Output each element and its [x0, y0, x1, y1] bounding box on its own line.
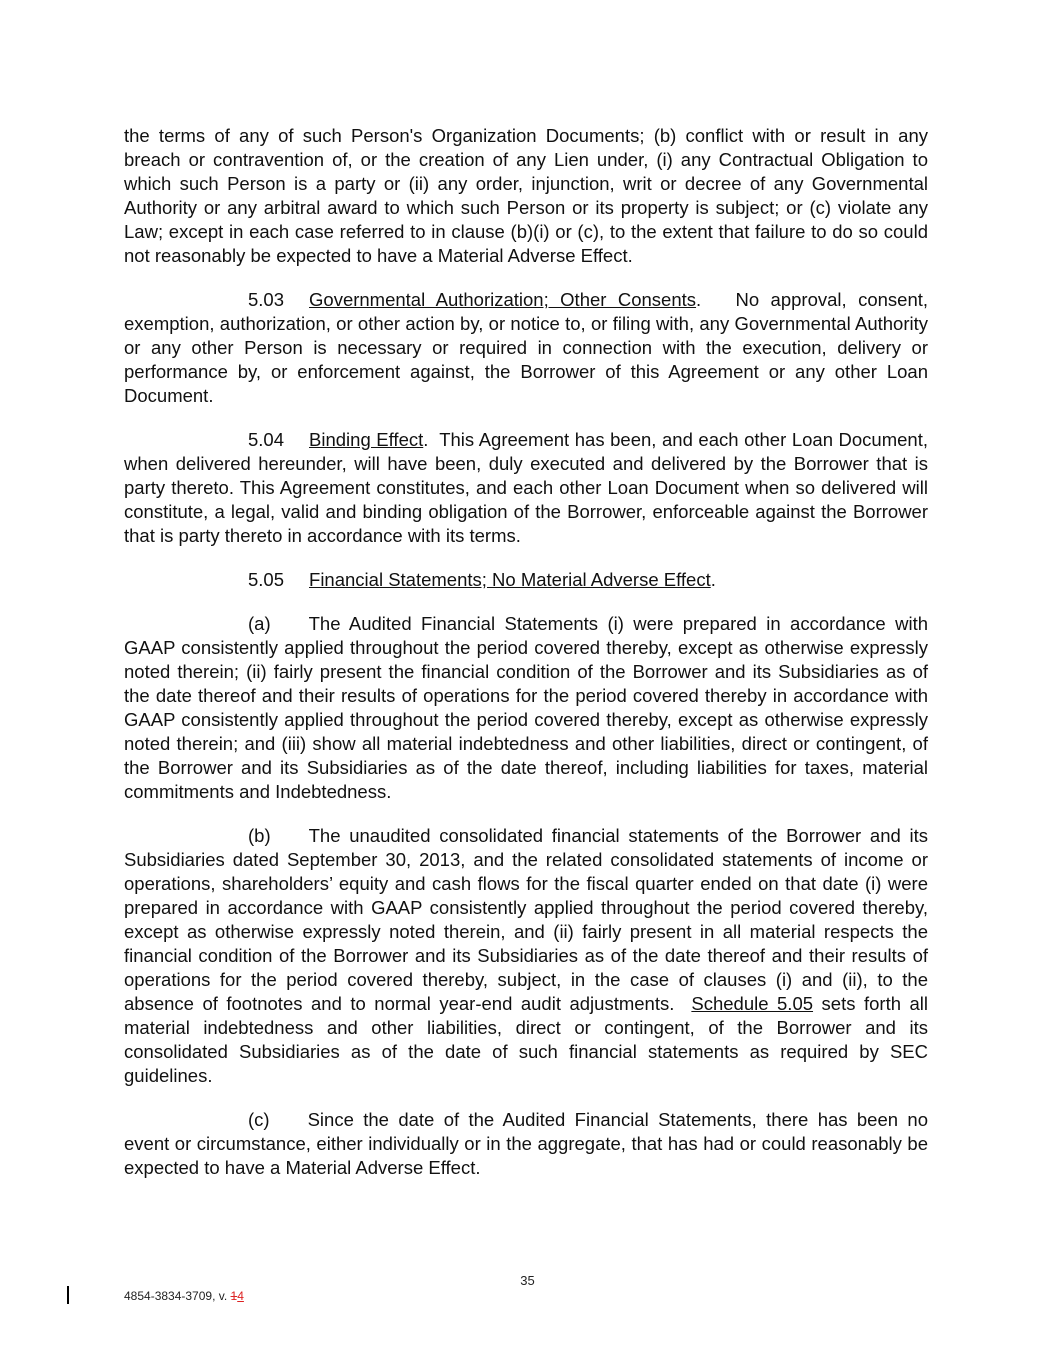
clause-body-continued: sets forth all material indebtedness and other liabilities, direct or contingent, of the Borrower and its consolidated Subsidiaries as of the date of such financial statements as required by SEC guidelines.: [124, 993, 929, 1086]
document-id: [124, 1289, 244, 1303]
version-deleted: 1: [230, 1289, 238, 1303]
clause-a: [124, 612, 928, 804]
section-number: 5.05: [248, 569, 285, 590]
clause-body: Since the date of the Audited Financial Statements, there has been no event or circumstance, either individually or in the aggregate, that has had or could reasonably be expected to have a Material Adverse Effect.: [124, 1109, 928, 1178]
section-number: 5.03: [248, 289, 285, 310]
clause-b: [124, 824, 928, 1088]
clause-c: [124, 1108, 928, 1180]
section-title: Financial Statements; No Material Adverse Effect: [309, 569, 711, 590]
clause-label: (b): [248, 825, 271, 846]
section-body: This Agreement has been, and each other Loan Document, when delivered hereunder, will have been, duly executed and delivered by the Borrower that is party thereto. This Agreement constitutes, and each other Loan Document when so delivered will constitute, a legal, valid and binding obligation of the Borrower, enforceable against the Borrower that is party thereto in accordance with its terms.: [124, 429, 928, 546]
section-body: No approval, consent, exemption, authorization, or other action by, or notice to, or filing with, any Governmental Authority or any other Person is necessary or required in connection with the execution, delivery or performance by, or enforcement against, the Borrower of this Agreement or any other Loan Document.: [124, 289, 929, 406]
section-5-03: 5.03 Governmental Authorization; Other Consents. No approval, consent, exemption, authorization, or other action by, or notice to, or filing with, any Governmental Authority or any other Person is necessary or required in connection with the execution, delivery or performance by, or enforcement against, the Borrower of this Agreement or any other Loan Document.: [124, 289, 929, 406]
section-number: 5.04: [248, 429, 285, 450]
document-body: [124, 124, 928, 1200]
page-number: 35: [520, 1273, 535, 1288]
section-5-05: 5.05 Financial Statements; No Material Adverse Effect.: [124, 568, 928, 592]
paragraph-continuation: the terms of any of such Person's Organization Documents; (b) conflict with or result in any breach or contravention of, or the creation of any Lien under, (i) any Contractual Obligation to which such Person is a party or (ii) any order, injunction, writ or decree of any Governmental Authority or any arbitral award to which such Person or its property is subject; or (c) violate any Law; except in each case referred to in clause (b)(i) or (c), to the extent that failure to do so could not reasonably be expected to have a Material Adverse Effect.: [124, 125, 928, 266]
clause-body: The unaudited consolidated financial statements of the Borrower and its Subsidiaries dated September 30, 2013, and the related consolidated statements of income or operations, shareholders’ equity and cash flows for the fiscal quarter ended on that date (i) were prepared in accordance with GAAP consistently applied throughout the period covered thereby, except as otherwise expressly noted therein, and (ii) fairly present in all material respects the financial condition of the Borrower and its Subsidiaries as of the date thereof and their results of operations for the period covered thereby, subject, in the case of clauses (i) and (ii), to the absence of footnotes and to normal year-end audit adjustments.: [124, 825, 928, 1014]
revision-change-bar: [67, 1286, 69, 1304]
section-title: Binding Effect: [309, 429, 424, 450]
section-title: Governmental Authorization; Other Consents: [309, 289, 697, 310]
schedule-reference: Schedule 5.05: [691, 993, 814, 1014]
clause-label: (c): [248, 1109, 270, 1130]
clause-body: The Audited Financial Statements (i) were prepared in accordance with GAAP consistently applied throughout the period covered thereby, except as otherwise expressly noted therein; (ii) fairly present the financial condition of the Borrower and its Subsidiaries as of the date thereof and their results of operations for the period covered thereby in accordance with GAAP consistently applied throughout the period covered thereby, except as otherwise expressly noted therein; and (iii) show all material indebtedness and other liabilities, direct or contingent, of the Borrower and its Subsidiaries as of the date thereof, including liabilities for taxes, material commitments and Indebtedness.: [124, 613, 928, 802]
clause-label: (a): [248, 613, 271, 634]
document-id-text: 4854-3834-3709, v.: [124, 1289, 231, 1303]
version-inserted: 4: [237, 1289, 244, 1303]
section-5-04: 5.04 Binding Effect. This Agreement has been, and each other Loan Document, when delivered hereunder, will have been, duly executed and delivered by the Borrower that is party thereto. This Agreement constitutes, and each other Loan Document when so delivered will constitute, a legal, valid and binding obligation of the Borrower, enforceable against the Borrower that is party thereto in accordance with its terms.: [124, 429, 928, 546]
